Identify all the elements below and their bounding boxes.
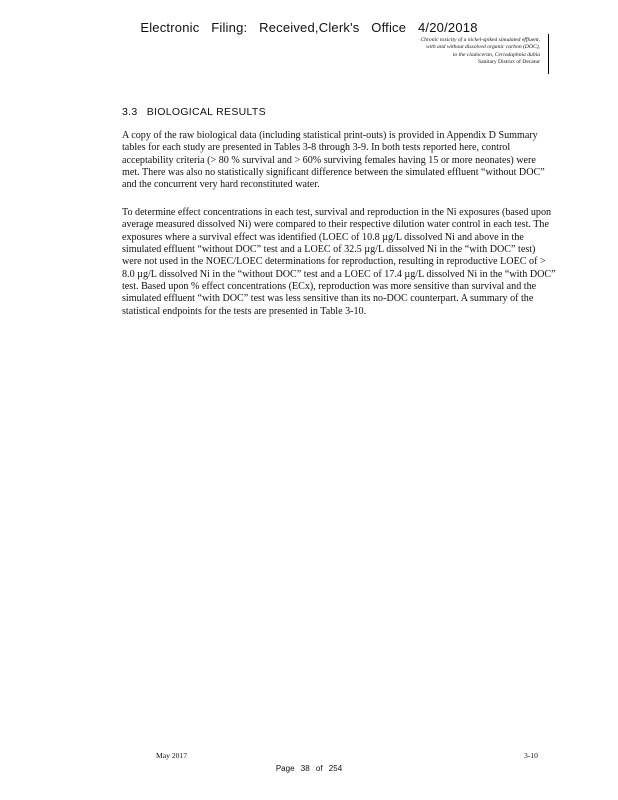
running-header [420,37,546,67]
filing-banner-part2: Filing: [211,20,248,35]
page-counter-of: of [315,764,323,773]
running-header-organization: Sanitary District of Decatur [478,59,540,66]
page-counter-label: Page [275,764,295,773]
running-header-line1: Chronic toxicity of a nickel-spiked simulated effluent, [420,37,540,43]
running-header-line3: to the cladoceran, Ceriodaphnia dubia [452,51,540,58]
filing-banner [0,20,618,35]
footer-page-number: 3-10 [524,751,538,760]
paragraph-raw-data: A copy of the raw biological data (including statistical print-outs) is provided in Appendix D Summary tables for each study are presented in Tables 3-8 through 3-9. In both tests reported here, control acceptability criteria (> 80 % survival and > 60% surviving females having 15 or more neonates) were met. There was also no statistically significant difference between the simulated effluent “without DOC” and the concurrent very hard reconstituted water. [122,130,545,191]
page-counter [0,764,618,773]
section-heading [122,106,266,118]
filing-banner-part4: Office [371,20,407,35]
page-counter-total: 254 [328,764,343,773]
filing-banner-part1: Electronic [140,20,200,35]
page-counter-current: 38 [300,764,310,773]
running-header-line2: with and without dissolved organic carbon (DOC), [426,44,540,51]
filing-banner-date: 4/20/2018 [418,20,478,35]
footer-date: May 2017 [156,751,188,760]
filing-banner-part3: Received,Clerk's [259,20,360,35]
section-title: BIOLOGICAL RESULTS [146,106,266,118]
section-number: 3.3 [122,106,138,118]
paragraph-effect-concentrations: To determine effect concentrations in each test, survival and reproduction in the Ni exposures (based upon average measured dissolved Ni) were compared to their respective dilution water control in each test. The exposures where a survival effect was identified (LOEC of 10.8 µg/L dissolved Ni and above in the simulated effluent “without DOC” test and a LOEC of 32.5 µg/L dissolved Ni in the “with DOC” test) were not used in the NOEC/LOEC determinations for reproduction, resulting in reproductive LOEC of > 8.0 µg/L dissolved Ni in the “without DOC” test and a LOEC of 17.4 µg/L dissolved Ni in the “with DOC” test. Based upon % effect concentrations (ECx), reproduction was more sensitive than survival and the simulated effluent “with DOC” test was less sensitive than its no-DOC counterpart. A summary of the statistical endpoints for the tests are presented in Table 3-10. [122,207,556,317]
header-rule [548,34,549,74]
